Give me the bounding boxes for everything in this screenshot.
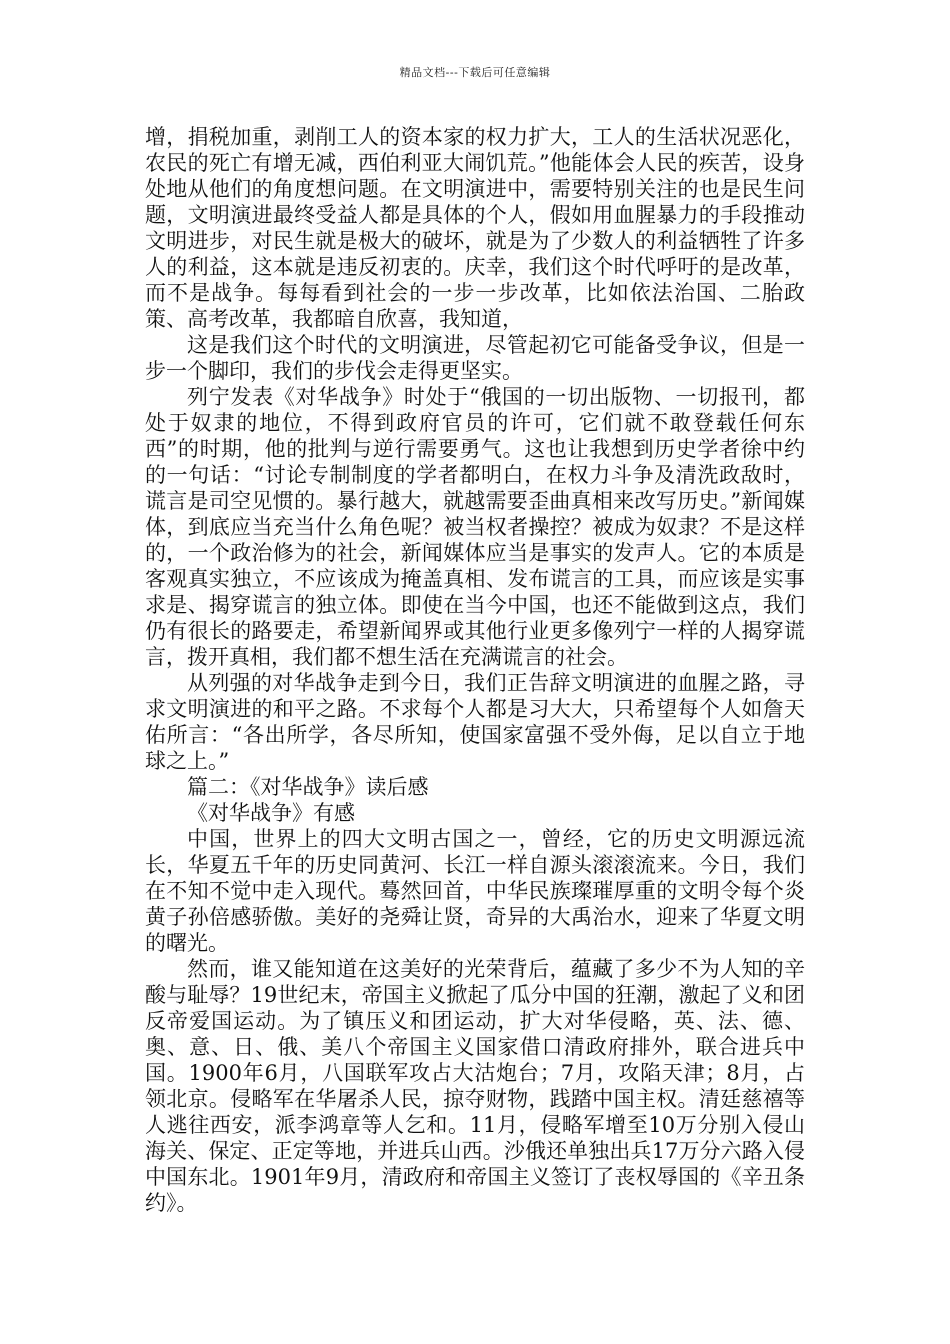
document-body	[145, 124, 805, 1216]
section-subtitle: 《对华战争》有感	[187, 801, 355, 825]
paragraph-6: 然而，谁又能知道在这美好的光荣背后，蕴藏了多少不为人知的辛酸与耻辱？19世纪末，帝国主义掀起了瓜分中国的狂潮，激起了义和团反帝爱国运动。为了镇压义和团运动，扩大对华侵略，英、法、德、奥、意、日、俄、美八个帝国主义国家借口清政府排外，联合进兵中国。1900年6月，八国联军攻占大沽炮台；7月，攻陷天津；8月，占领北京。侵略军在华屠杀人民，掠夺财物，践踏中国主权。清廷慈禧等人逃往西安，派李鸿章等人乞和。11月，侵略军增至10万分别入侵山海关、保定、正定等地，并进兵山西。沙俄还单独出兵17万分六路入侵中国东北。1901年9月，清政府和帝国主义签订了丧权辱国的《辛丑条约》。	[145, 957, 805, 1215]
paragraph-2: 这是我们这个时代的文明演进，尽管起初它可能备受争议，但是一步一个脚印，我们的步伐会走得更坚实。	[145, 333, 805, 383]
paragraph-4: 从列强的对华战争走到今日，我们正告辞文明演进的血腥之路，寻求文明演进的和平之路。不求每个人都是习大大，只希望每个人如詹天佑所言：“各出所学，各尽所知，使国家富强不受外侮，足以自立于地球之上。”	[145, 671, 805, 773]
paragraph-3: 列宁发表《对华战争》时处于“俄国的一切出版物、一切报刊，都处于奴隶的地位，不得到政府官员的许可，它们就不敢登载任何东西”的时期，他的批判与逆行需要勇气。这也让我想到历史学者徐中约的一句话：“讨论专制制度的学者都明白，在权力斗争及清洗政敌时，谎言是司空见惯的。暴行越大，就越需要歪曲真相来改写历史。”新闻媒体，到底应当充当什么角色呢？被当权者操控？被成为奴隶？不是这样的，一个政治修为的社会，新闻媒体应当是事实的发声人。它的本质是客观真实独立，不应该成为掩盖真相、发布谎言的工具，而应该是实事求是、揭穿谎言的独立体。即使在当今中国，也还不能做到这点，我们仍有很长的路要走，希望新闻界或其他行业更多像列宁一样的人揭穿谎言，拨开真相，我们都不想生活在充满谎言的社会。	[145, 385, 805, 669]
paragraph-1: 增，捐税加重，剥削工人的资本家的权力扩大，工人的生活状况恶化，农民的死亡有增无减，西伯利亚大闹饥荒。”他能体会人民的疾苦，设身处地从他们的角度想问题。在文明演进中，需要特别关注的也是民生问题，文明演进最终受益人都是具体的个人，假如用血腥暴力的手段推动文明进步，对民生就是极大的破坏，就是为了少数人的利益牺牲了许多人的利益，这本就是违反初衷的。庆幸，我们这个时代呼吁的是改革，而不是战争。每每看到社会的一步一步改革，比如依法治国、二胎政策、高考改革，我都暗自欣喜，我知道，	[145, 125, 805, 331]
paragraph-5: 中国，世界上的四大文明古国之一，曾经，它的历史文明源远流长，华夏五千年的历史同黄河、长江一样自源头滚滚流来。今日，我们在不知不觉中走入现代。蓦然回首，中华民族璨璀厚重的文明令每个炎黄子孙倍感骄傲。美好的尧舜让贤，奇异的大禹治水，迎来了华夏文明的曙光。	[145, 827, 805, 955]
page-header: 精品文档---下载后可任意编辑	[399, 66, 551, 79]
section-heading-part-two: 篇二：《对华战争》读后感	[187, 775, 429, 799]
